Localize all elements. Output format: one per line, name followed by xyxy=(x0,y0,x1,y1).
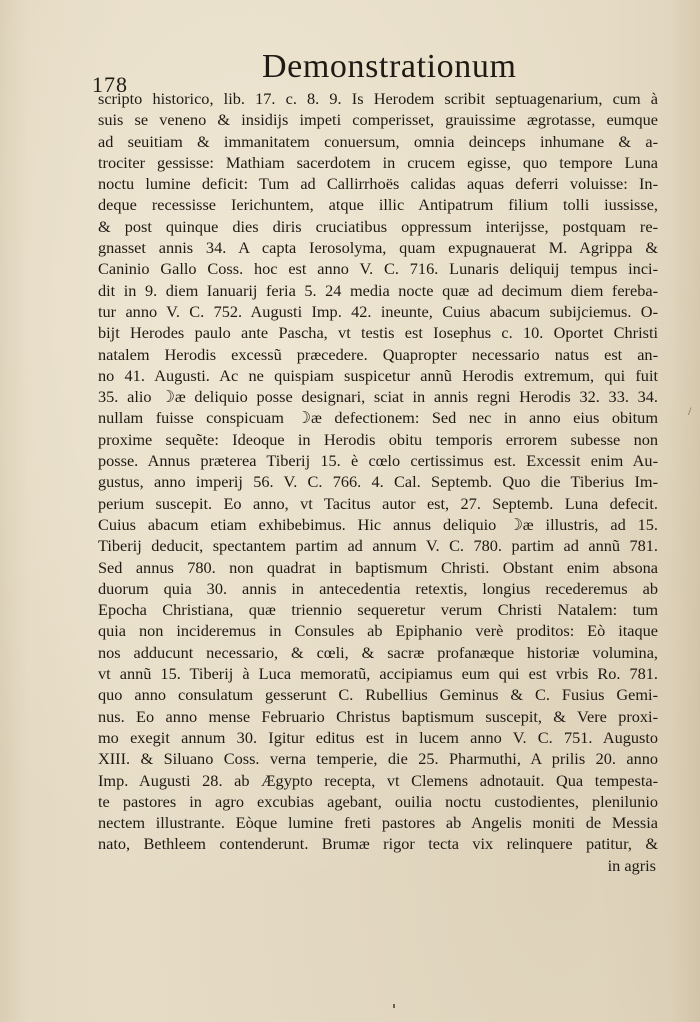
text-line: nos adducunt necessario, & cœli, & sacræ profanæque historiæ volumina, xyxy=(98,642,658,662)
text-line: proxime sequẽte: Ideoque in Herodis obitu temporis errorem subesse non xyxy=(98,429,658,449)
text-line: perium suscepit. Eo anno, vt Tacitus autor est, 27. Septemb. Luna defecit. xyxy=(98,493,658,513)
text-line: duorum quia 30. annis in antecedentia retextis, longius recederemus ab xyxy=(98,578,658,598)
text-line: Imp. Augusti 28. ab Ægypto recepta, vt Clemens adnotauit. Qua tempesta- xyxy=(98,770,658,790)
text-line: tur anno V. C. 752. Augusti Imp. 42. ineunte, Cuius abacum subijciemus. O- xyxy=(98,301,658,321)
text-line: gnasset annis 34. A capta Ierosolyma, quam expugnauerat M. Agrippa & xyxy=(98,238,658,258)
text-line: gustus, anno imperij 56. V. C. 766. 4. Cal. Septemb. Quo die Tiberius Im- xyxy=(98,472,658,492)
text-line: & post quinque dies diris cruciatibus oppressum interijsse, postquam re- xyxy=(98,216,658,236)
text-line: mo exegit annum 30. Igitur editus est in lucem anno V. C. 751. Augusto xyxy=(98,727,658,747)
text-line: XIII. & Siluano Coss. verna temperie, die 25. Pharmuthi, A prilis 20. anno xyxy=(98,749,658,769)
text-line: Caninio Gallo Coss. hoc est anno V. C. 716. Lunaris deliquij tempus inci- xyxy=(98,259,658,279)
body-text xyxy=(98,88,658,876)
text-line: 35. alio ☽æ deliquio posse designari, sciat in annis regni Herodis 32. 33. 34. xyxy=(98,387,658,407)
running-title: Demonstrationum xyxy=(262,48,517,85)
text-line: Sed annus 780. non quadrat in baptismum Christi. Obstant enim absona xyxy=(98,557,658,577)
text-line: te pastores in agro excubias agebant, ouilia noctu custodientes, plenilunio xyxy=(98,791,658,811)
text-line: ad seuitiam & immanitatem conuersum, omnia deinceps inhumane & a- xyxy=(98,131,658,151)
text-line: nullam fuisse conspicuam ☽æ defectionem: Sed nec in anno eius obitum xyxy=(98,408,658,428)
margin-mark: / xyxy=(688,404,692,418)
text-line: dit in 9. diem Ianuarij feria 5. 24 media nocte quæ ad decimum diem fereba- xyxy=(98,280,658,300)
text-line: nus. Eo anno mense Februario Christus baptismum suscepit, & Vere proxi- xyxy=(98,706,658,726)
text-line: Tiberij deducit, spectantem partim ad annum V. C. 780. partim ad annũ 781. xyxy=(98,536,658,556)
text-line: Cuius abacum etiam exhibebimus. Hic annus deliquio ☽æ illustris, ad 15. xyxy=(98,514,658,534)
text-line: quia non incideremus in Consules ab Epiphanio verè proditos: Eò itaque xyxy=(98,621,658,641)
text-line: deque recessisse Ierichuntem, atque illic Antipatrum filium tolli iussisse, xyxy=(98,195,658,215)
page-number: 178 xyxy=(92,72,128,97)
text-line: trociter gessisse: Mathiam sacerdotem in crucem egisse, quo tempore Luna xyxy=(98,152,658,172)
text-line: scripto historico, lib. 17. c. 8. 9. Is Herodem scribit septuagenarium, cum à xyxy=(98,89,658,108)
text-line: suis se veneno & insidijs impeti comperisset, grauissime ægrotasse, eumque xyxy=(98,110,658,130)
text-line: no 41. Augusti. Ac ne quispiam suspicetur annũ Herodis extremum, qui fuit xyxy=(98,365,658,385)
page-header xyxy=(0,44,700,97)
text-line: nectem illustrante. Eòque lumine freti pastores ab Angelis moniti de Messia xyxy=(98,813,658,833)
text-line: nato, Bethleem contenderunt. Brumæ rigor tecta vix relinquere patitur, & xyxy=(98,834,658,854)
text-line: noctu lumine deficit: Tum ad Callirrhoës calidas aquas deferri voluisse: In- xyxy=(98,174,658,194)
paper-speck xyxy=(393,1004,395,1008)
text-line: in agris xyxy=(607,855,656,875)
text-line: Epocha Christiana, quæ triennio sequeretur verum Christi Natalem: tum xyxy=(98,600,658,620)
text-line: bijt Herodes paulo ante Pascha, vt testis est Iosephus c. 10. Oportet Christi xyxy=(98,323,658,343)
text-line: vt annũ 15. Tiberij à Luca memoratũ, accipiamus eum qui est vrbis Ro. 781. xyxy=(98,664,658,684)
text-line: quo anno consulatum gesserunt C. Rubellius Geminus & C. Fusius Gemi- xyxy=(98,685,658,705)
text-line: natalem Herodis excessũ præcedere. Quapropter necessario natus est an- xyxy=(98,344,658,364)
text-line: posse. Annus præterea Tiberij 15. è cœlo certissimus est. Excessit enim Au- xyxy=(98,451,658,471)
